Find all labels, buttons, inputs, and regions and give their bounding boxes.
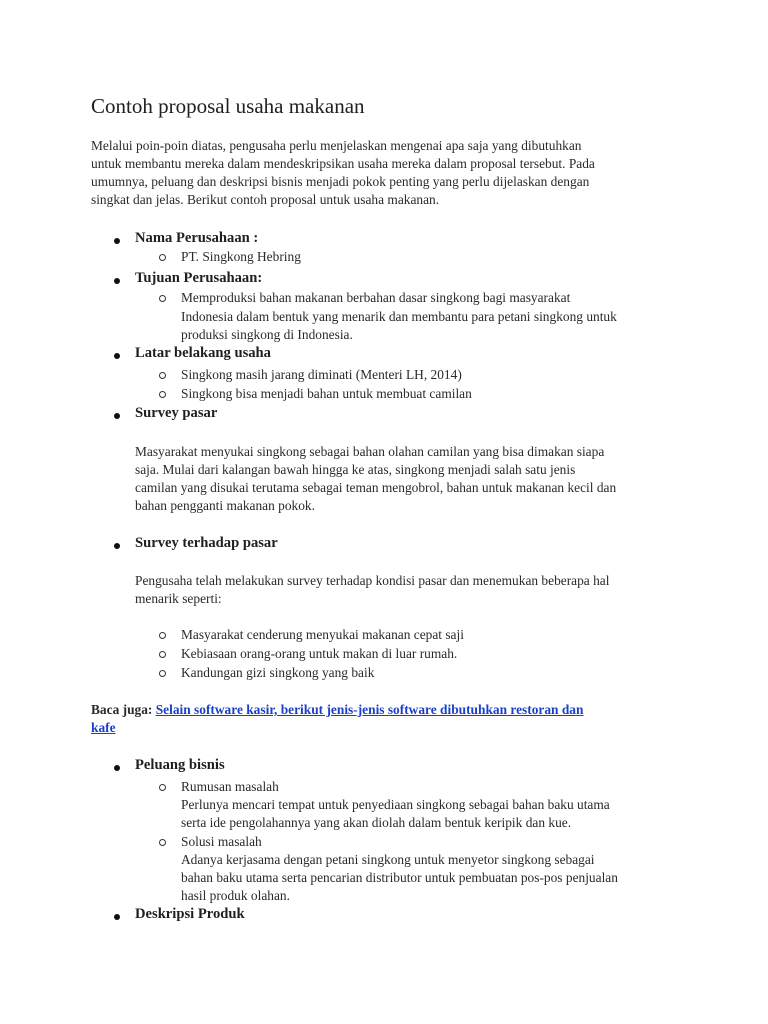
bullet-dot-icon xyxy=(114,765,120,771)
survey-terhadap-heading: Survey terhadap pasar xyxy=(135,535,278,551)
bullet-circle-icon xyxy=(159,372,166,379)
intro-line: umumnya, peluang dan deskripsi bisnis menjadi pokok penting yang perlu dijelaskan dengan xyxy=(91,174,590,189)
baca-juga-label: Baca juga: xyxy=(91,702,153,717)
survey-pasar-line: bahan pengganti makanan pokok. xyxy=(135,498,315,513)
peluang-item-title: Rumusan masalah xyxy=(181,779,279,794)
survey-pasar-line: camilan yang disukai terutama sebagai teman mengobrol, bahan untuk makanan kecil dan xyxy=(135,480,617,495)
bullet-dot-icon xyxy=(114,238,120,244)
peluang-heading: Peluang bisnis xyxy=(135,757,225,773)
latar-item: Singkong bisa menjadi bahan untuk membuat camilan xyxy=(181,386,472,401)
bullet-circle-icon xyxy=(159,839,166,846)
baca-juga-link-continued[interactable]: kafe xyxy=(91,720,116,735)
survey-terhadap-item: Masyarakat cenderung menyukai makanan cepat saji xyxy=(181,627,464,642)
survey-pasar-line: Masyarakat menyukai singkong sebagai bahan olahan camilan yang bisa dimakan siapa xyxy=(135,444,605,459)
peluang-item-line: Adanya kerjasama dengan petani singkong untuk menyetor singkong sebagai xyxy=(181,852,595,867)
bullet-circle-icon xyxy=(159,254,166,261)
tujuan-heading: Tujuan Perusahaan: xyxy=(135,270,263,286)
intro-line: Melalui poin-poin diatas, pengusaha perlu menjelaskan mengenai apa saja yang dibutuhkan xyxy=(91,138,582,153)
survey-terhadap-line: Pengusaha telah melakukan survey terhadap kondisi pasar dan menemukan beberapa hal xyxy=(135,573,610,588)
survey-terhadap-item: Kebiasaan orang-orang untuk makan di luar rumah. xyxy=(181,646,458,661)
survey-pasar-line: saja. Mulai dari kalangan bawah hingga ke atas, singkong menjadi salah satu jenis xyxy=(135,462,576,477)
peluang-item-line: hasil produk olahan. xyxy=(181,888,290,903)
peluang-item-line: Perlunya mencari tempat untuk penyediaan singkong sebagai bahan baku utama xyxy=(181,797,610,812)
bullet-circle-icon xyxy=(159,632,166,639)
peluang-item-line: serta ide pengolahannya yang akan diolah dalam bentuk keripik dan kue. xyxy=(181,815,572,830)
tujuan-line: produksi singkong di Indonesia. xyxy=(181,327,353,342)
bullet-circle-icon xyxy=(159,670,166,677)
baca-juga-row xyxy=(91,701,583,719)
intro-line: untuk membantu mereka dalam mendeskripsikan usaha mereka dalam proposal tersebut. Pada xyxy=(91,156,595,171)
bullet-dot-icon xyxy=(114,413,120,419)
tujuan-line: Indonesia dalam bentuk yang menarik dan membantu para petani singkong untuk xyxy=(181,309,617,324)
survey-pasar-heading: Survey pasar xyxy=(135,405,218,421)
bullet-dot-icon xyxy=(114,543,120,549)
bullet-dot-icon xyxy=(114,278,120,284)
survey-terhadap-line: menarik seperti: xyxy=(135,591,222,606)
bullet-dot-icon xyxy=(114,353,120,359)
bullet-circle-icon xyxy=(159,784,166,791)
bullet-circle-icon xyxy=(159,651,166,658)
latar-item: Singkong masih jarang diminati (Menteri LH, 2014) xyxy=(181,367,462,382)
survey-terhadap-item: Kandungan gizi singkong yang baik xyxy=(181,665,375,680)
intro-line: singkat dan jelas. Berikut contoh proposal untuk usaha makanan. xyxy=(91,192,440,207)
baca-juga-link[interactable]: Selain software kasir, berikut jenis-jenis software dibutuhkan restoran dan xyxy=(155,702,584,717)
bullet-circle-icon xyxy=(159,295,166,302)
peluang-item-line: bahan baku utama serta pencarian distributor untuk pembuatan pos-pos penjualan xyxy=(181,870,618,885)
latar-heading: Latar belakang usaha xyxy=(135,345,271,361)
deskripsi-heading: Deskripsi Produk xyxy=(135,906,245,922)
nama-perusahaan-value: PT. Singkong Hebring xyxy=(181,249,301,264)
bullet-circle-icon xyxy=(159,391,166,398)
tujuan-line: Memproduksi bahan makanan berbahan dasar singkong bagi masyarakat xyxy=(181,290,571,305)
peluang-item-title: Solusi masalah xyxy=(181,834,262,849)
page-title: Contoh proposal usaha makanan xyxy=(91,94,365,118)
bullet-dot-icon xyxy=(114,914,120,920)
nama-perusahaan-heading: Nama Perusahaan : xyxy=(135,230,259,246)
